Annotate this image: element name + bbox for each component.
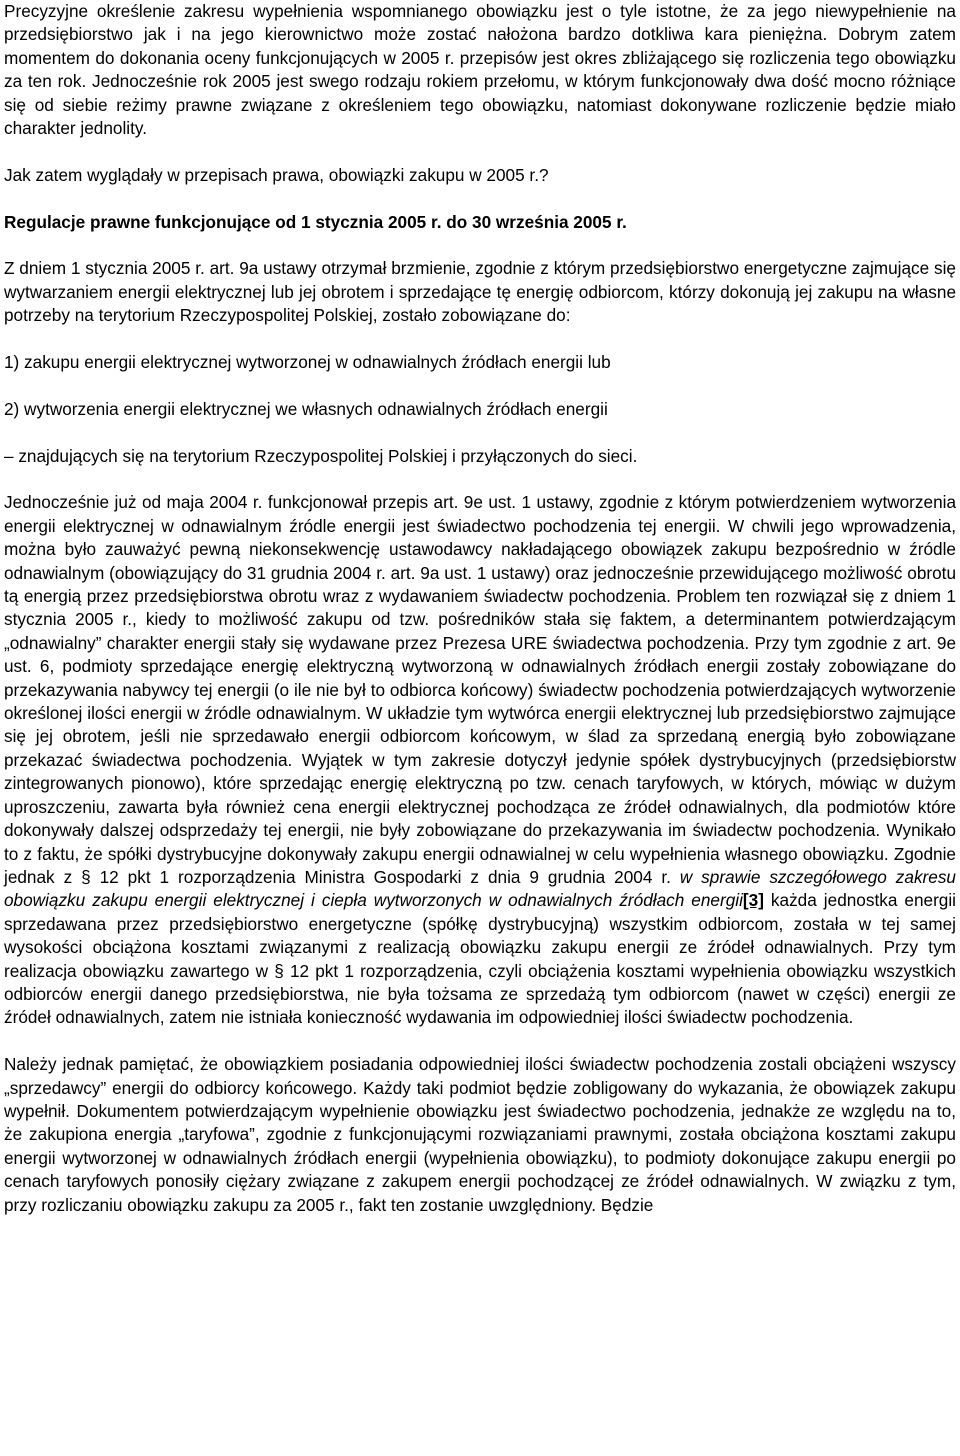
paragraph-obligation: Należy jednak pamiętać, że obowiązkiem posiadania odpowiedniej ilości świadectw pochodzenia zostali obciążeni wszyscy „sprzedawcy” energii do odbiorcy końcowego. Każdy taki podmiot będzie zobligowany do wykazania, że obowiązek zakupu wypełnił. Dokumentem potwierdzającym wypełnienie obowiązku jest świadectwo pochodzenia, jednakże ze względu na to, że zakupiona energia „taryfowa”, zgodnie z funkcjonującymi rozwiązaniami prawnymi, została obciążona kosztami zakupu energii wytworzonej w odnawialnych źródłach energii (wypełnienia obowiązku), to podmioty dokonujące zakupu energii po cenach taryfowych ponosiły ciężary związane z zakupem energii pochodzącej ze źródeł odnawialnych. W związku z tym, przy rozliczaniu obowiązku zakupu za 2005 r., fakt ten zostanie uwzględniony. Będzie — [4, 1054, 956, 1215]
section-heading: Regulacje prawne funkcjonujące od 1 stycznia 2005 r. do 30 września 2005 r. — [4, 211, 627, 232]
dash-clause: – znajdujących się na terytorium Rzeczypospolitej Polskiej i przyłączonych do sieci. — [4, 445, 638, 466]
paragraph-art-9a: Z dniem 1 stycznia 2005 r. art. 9a ustawy otrzymał brzmienie, zgodnie z którym przedsiębiorstwo energetyczne zajmujące się wytwarzaniem energii elektrycznej lub jej obrotem i sprzedające tę energię odbiorcom, którzy dokonują jej zakupu na własne potrzeby na terytorium Rzeczypospolitej Polskiej, zostało zobowiązane do: — [4, 258, 956, 326]
list-item-1: 1) zakupu energii elektrycznej wytworzonej w odnawialnych źródłach energii lub — [4, 352, 611, 373]
list-item-2: 2) wytworzenia energii elektrycznej we własnych odnawialnych źródłach energii — [4, 398, 608, 419]
paragraph-art-9e — [4, 491, 956, 1029]
footnote-link[interactable]: [3] — [742, 890, 764, 911]
document-page — [4, 0, 956, 1217]
paragraph-intro: Precyzyjne określenie zakresu wypełnienia wspomnianego obowiązku jest o tyle istotne, że za jego niewypełnienie na przedsiębiorstwo jak i na jego kierownictwo może zostać nałożona bardzo dotkliwa kara pieniężna. Dobrym zatem momentem do dokonania oceny funkcjonujących w 2005 r. przepisów jest okres zbliżającego się rozliczenia tego obowiązku za ten rok. Jednocześnie rok 2005 jest swego rodzaju rokiem przełomu, w którym funkcjonowały dwa dość mocno różniące się od siebie reżimy prawne związane z określeniem tego obowiązku, natomiast dokonywane rozliczenie będzie miało charakter jednolity. — [4, 1, 956, 139]
paragraph-art-9e-part-b: każda jednostka energii sprzedawana przez przedsiębiorstwo energetyczne (spółkę dystrybucyjną) wszystkim odbiorcom, została w tej samej wysokości obciążona kosztami związanymi z realizacją obowiązku zakupu energii ze źródeł odnawialnych. Przy tym realizacja obowiązku zawartego w § 12 pkt 1 rozporządzenia, czyli obciążenia kosztami wypełnienia obowiązku wszystkich odbiorców energii danego przedsiębiorstwa, nie była tożsama ze sprzedażą tym odbiorcom (nawet w części) energii ze źródeł odnawialnych, zatem nie istniała konieczność wydawania im odpowiedniej ilości świadectw pochodzenia. — [4, 890, 956, 1028]
regulation-title: w sprawie szczegółowego zakresu obowiązku zakupu energii elektrycznej i ciepła wytworzonych w odnawialnych źródłach energii — [4, 866, 956, 911]
paragraph-question: Jak zatem wyglądały w przepisach prawa, obowiązki zakupu w 2005 r.? — [4, 164, 549, 185]
paragraph-art-9e-part-a: Jednocześnie już od maja 2004 r. funkcjonował przepis art. 9e ust. 1 ustawy, zgodnie z którym potwierdzeniem wytworzenia energii elektrycznej w odnawialnym źródle energii jest świadectwo pochodzenia tej energii. W chwili jego wprowadzenia, można było zauważyć pewną niekonsekwencję ustawodawcy nakładającego obowiązek zakupu bezpośrednio w źródle odnawialnym (obowiązujący do 31 grudnia 2004 r. art. 9a ust. 1 ustawy) oraz jednocześnie przewidującego możliwość obrotu tą energią przez przedsiębiorstwa obrotu wraz z wydawaniem świadectw pochodzenia. Problem ten rozwiązał się z dniem 1 stycznia 2005 r., kiedy to możliwość zakupu od tzw. pośredników stała się faktem, a determinantem potwierdzającym „odnawialny” charakter energii stały się wydawane przez Prezesa URE świadectwa pochodzenia. Przy tym zgodnie z art. 9e ust. 6, podmioty sprzedające energię elektryczną wytworzoną w odnawialnych źródłach energii zostały zobowiązane do przekazywania nabywcy tej energii (o ile nie był to odbiorca końcowy) świadectw pochodzenia potwierdzających wytworzenie określonej ilości energii w źródle odnawialnym. W układzie tym wytwórca energii elektrycznej lub przedsiębiorstwo zajmujące się jej obrotem, jeśli nie sprzedawało energii odbiorcom końcowym, w ślad za sprzedaną energią było zobowiązane przekazać świadectwa pochodzenia. Wyjątek w tym zakresie dotyczył jedynie spółek dystrybucyjnych (przedsiębiorstw zintegrowanych pionowo), które sprzedając energię elektryczną po tzw. cenach taryfowych, w których, mówiąc w dużym uproszczeniu, zawarta była również cena energii elektrycznej pochodząca ze źródeł odnawialnych, dla podmiotów które dokonywały dalszej odsprzedaży tej energii, nie były zobowiązane do przekazywania im świadectw pochodzenia. Wynikało to z faktu, że spółki dystrybucyjne dokonywały zakupu energii odnawialnej w celu wypełnienia własnego obowiązku. Zgodnie jednak z § 12 pkt 1 rozporządzenia Ministra Gospodarki z dnia 9 grudnia 2004 r. — [4, 492, 956, 887]
